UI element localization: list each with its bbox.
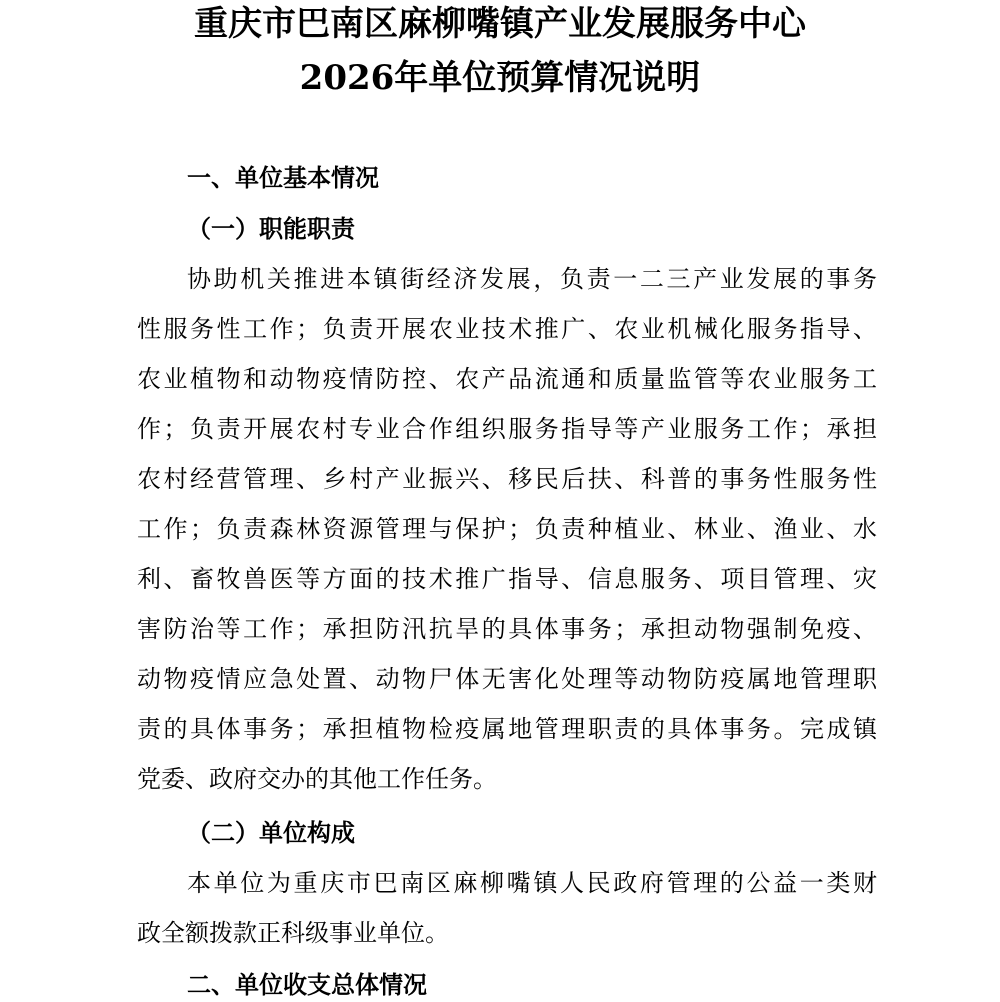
- paragraph-line: 农业植物和动物疫情防控、农产品流通和质量监管等农业服务工: [137, 365, 877, 393]
- section-heading-income-expenditure: 二、单位收支总体情况: [187, 970, 427, 999]
- paragraph-line: 政全额拨款正科级事业单位。: [137, 919, 449, 947]
- paragraph-line: 农村经营管理、乡村产业振兴、移民后扶、科普的事务性服务性: [137, 465, 877, 493]
- section-heading-basic-info: 一、单位基本情况: [187, 163, 379, 192]
- composition-paragraph: [137, 858, 877, 958]
- paragraph-line: 性服务性工作；负责开展农业技术推广、农业机械化服务指导、: [137, 315, 877, 343]
- subsection-heading-duties: （一）职能职责: [187, 214, 355, 243]
- paragraph-line: 责的具体事务；承担植物检疫属地管理职责的具体事务。完成镇: [137, 715, 877, 743]
- paragraph-line: 利、畜牧兽医等方面的技术推广指导、信息服务、项目管理、灾: [137, 565, 877, 593]
- paragraph-line: 工作；负责森林资源管理与保护；负责种植业、林业、渔业、水: [137, 515, 877, 543]
- paragraph-line: 协助机关推进本镇街经济发展，负责一二三产业发展的事务: [187, 265, 877, 293]
- document-title: 重庆市巴南区麻柳嘴镇产业发展服务中心: [194, 4, 806, 44]
- paragraph-line: 动物疫情应急处置、动物尸体无害化处理等动物防疫属地管理职: [137, 665, 877, 693]
- paragraph-line: 害防治等工作；承担防汛抗旱的具体事务；承担动物强制免疫、: [137, 615, 877, 643]
- duties-paragraph: [137, 254, 877, 804]
- paragraph-line: 作；负责开展农村专业合作组织服务指导等产业服务工作；承担: [137, 415, 877, 443]
- subsection-heading-composition: （二）单位构成: [187, 818, 355, 847]
- document-subtitle: 2026年单位预算情况说明: [299, 58, 701, 98]
- paragraph-line: 党委、政府交办的其他工作任务。: [137, 765, 497, 793]
- paragraph-line: 本单位为重庆市巴南区麻柳嘴镇人民政府管理的公益一类财: [187, 869, 877, 897]
